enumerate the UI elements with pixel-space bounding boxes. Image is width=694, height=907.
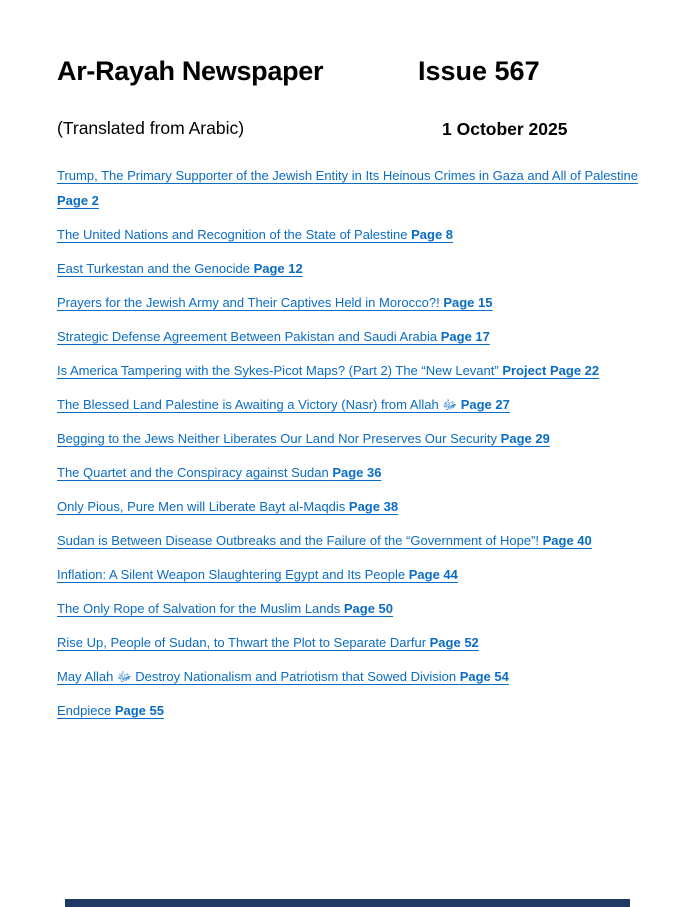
toc-link-title: East Turkestan and the Genocide (57, 261, 254, 276)
document-header (57, 56, 657, 144)
toc-link-title: Is America Tampering with the Sykes-Picot Maps? (Part 2) The “New Levant” (57, 363, 503, 378)
toc-item (57, 596, 657, 621)
toc-link-page-label: Page 15 (443, 295, 493, 310)
toc-item (57, 460, 657, 485)
toc-link[interactable] (57, 465, 382, 480)
toc-link-page-label: Page 50 (343, 601, 394, 616)
toc-link[interactable] (57, 635, 479, 650)
toc-link[interactable] (57, 669, 509, 684)
toc-link-title: Strategic Defense Agreement Between Pakistan and Saudi Arabia (57, 329, 441, 344)
toc-item (57, 664, 657, 689)
toc-item (57, 290, 657, 315)
toc-link-page-label: Page 52 (429, 635, 479, 650)
toc-link-title: The Only Rope of Salvation for the Muslim Lands (57, 601, 344, 616)
toc-link[interactable] (57, 261, 303, 276)
toc-link-page-label: Page 55 (114, 703, 164, 718)
toc-link[interactable] (57, 227, 453, 242)
toc-link-page-label: Page 8 (411, 227, 454, 242)
issue-number: Issue 567 (418, 56, 540, 86)
toc-item (57, 358, 657, 383)
toc-link-title: The Blessed Land Palestine is Awaiting a Victory (Nasr) from Allah ﷻ (57, 397, 461, 412)
toc-link-page-label: Page 40 (542, 533, 592, 548)
toc-item (57, 494, 657, 519)
toc-link-page-label: Page 27 (460, 397, 510, 412)
toc-link[interactable] (57, 295, 492, 310)
toc-link-title: Begging to the Jews Neither Liberates Our Land Nor Preserves Our Security (57, 431, 501, 446)
toc-link-title: Only Pious, Pure Men will Liberate Bayt al-Maqdis (57, 499, 349, 514)
title-row (57, 56, 657, 96)
toc-link[interactable] (57, 168, 638, 208)
toc-link[interactable] (57, 601, 393, 616)
subtitle-row (57, 118, 657, 144)
toc-item (57, 562, 657, 587)
toc-link[interactable] (57, 397, 510, 412)
toc-link-title: Sudan is Between Disease Outbreaks and the Failure of the “Government of Hope”! (57, 533, 543, 548)
toc-link-title: Rise Up, People of Sudan, to Thwart the Plot to Separate Darfur (57, 635, 430, 650)
toc-link-page-label: Page 17 (440, 329, 490, 344)
toc-item (57, 392, 657, 417)
table-of-contents (57, 163, 657, 723)
toc-link-title: Endpiece (57, 703, 115, 718)
toc-link-page-label: Page 29 (500, 431, 550, 446)
toc-link[interactable] (57, 329, 490, 344)
toc-link-title: May Allah ﷻ Destroy Nationalism and Patriotism that Sowed Division (57, 669, 460, 684)
toc-link-page-label: Page 54 (459, 669, 509, 684)
toc-item (57, 256, 657, 281)
toc-link-page-label: Page 2 (57, 193, 99, 208)
toc-link[interactable] (57, 363, 599, 378)
toc-link-title: The United Nations and Recognition of the State of Palestine (57, 227, 412, 242)
toc-link-page-label: Page 12 (253, 261, 303, 276)
toc-link[interactable] (57, 431, 550, 446)
toc-item (57, 698, 657, 723)
footer-banner-edge (65, 899, 630, 907)
toc-item (57, 528, 657, 553)
toc-link-title: Prayers for the Jewish Army and Their Captives Held in Morocco?! (57, 295, 444, 310)
toc-link-title: Trump, The Primary Supporter of the Jewish Entity in Its Heinous Crimes in Gaza and All of Palestine (57, 168, 638, 183)
toc-item (57, 426, 657, 451)
toc-link-title: The Quartet and the Conspiracy against Sudan (57, 465, 333, 480)
newspaper-title: Ar-Rayah Newspaper (57, 56, 324, 86)
toc-link-page-label: Project Page 22 (502, 363, 600, 378)
toc-item (57, 630, 657, 655)
toc-item (57, 324, 657, 349)
toc-link[interactable] (57, 499, 398, 514)
toc-link-title: Inflation: A Silent Weapon Slaughtering Egypt and Its People (57, 567, 409, 582)
toc-link-page-label: Page 44 (408, 567, 458, 582)
translation-note: (Translated from Arabic) (57, 118, 245, 138)
toc-link-page-label: Page 36 (332, 465, 382, 480)
toc-item (57, 163, 657, 213)
toc-link[interactable] (57, 567, 458, 582)
toc-link[interactable] (57, 533, 592, 548)
toc-link-page-label: Page 38 (348, 499, 399, 514)
toc-item (57, 222, 657, 247)
issue-date: 1 October 2025 (442, 119, 568, 139)
toc-link[interactable] (57, 703, 164, 718)
